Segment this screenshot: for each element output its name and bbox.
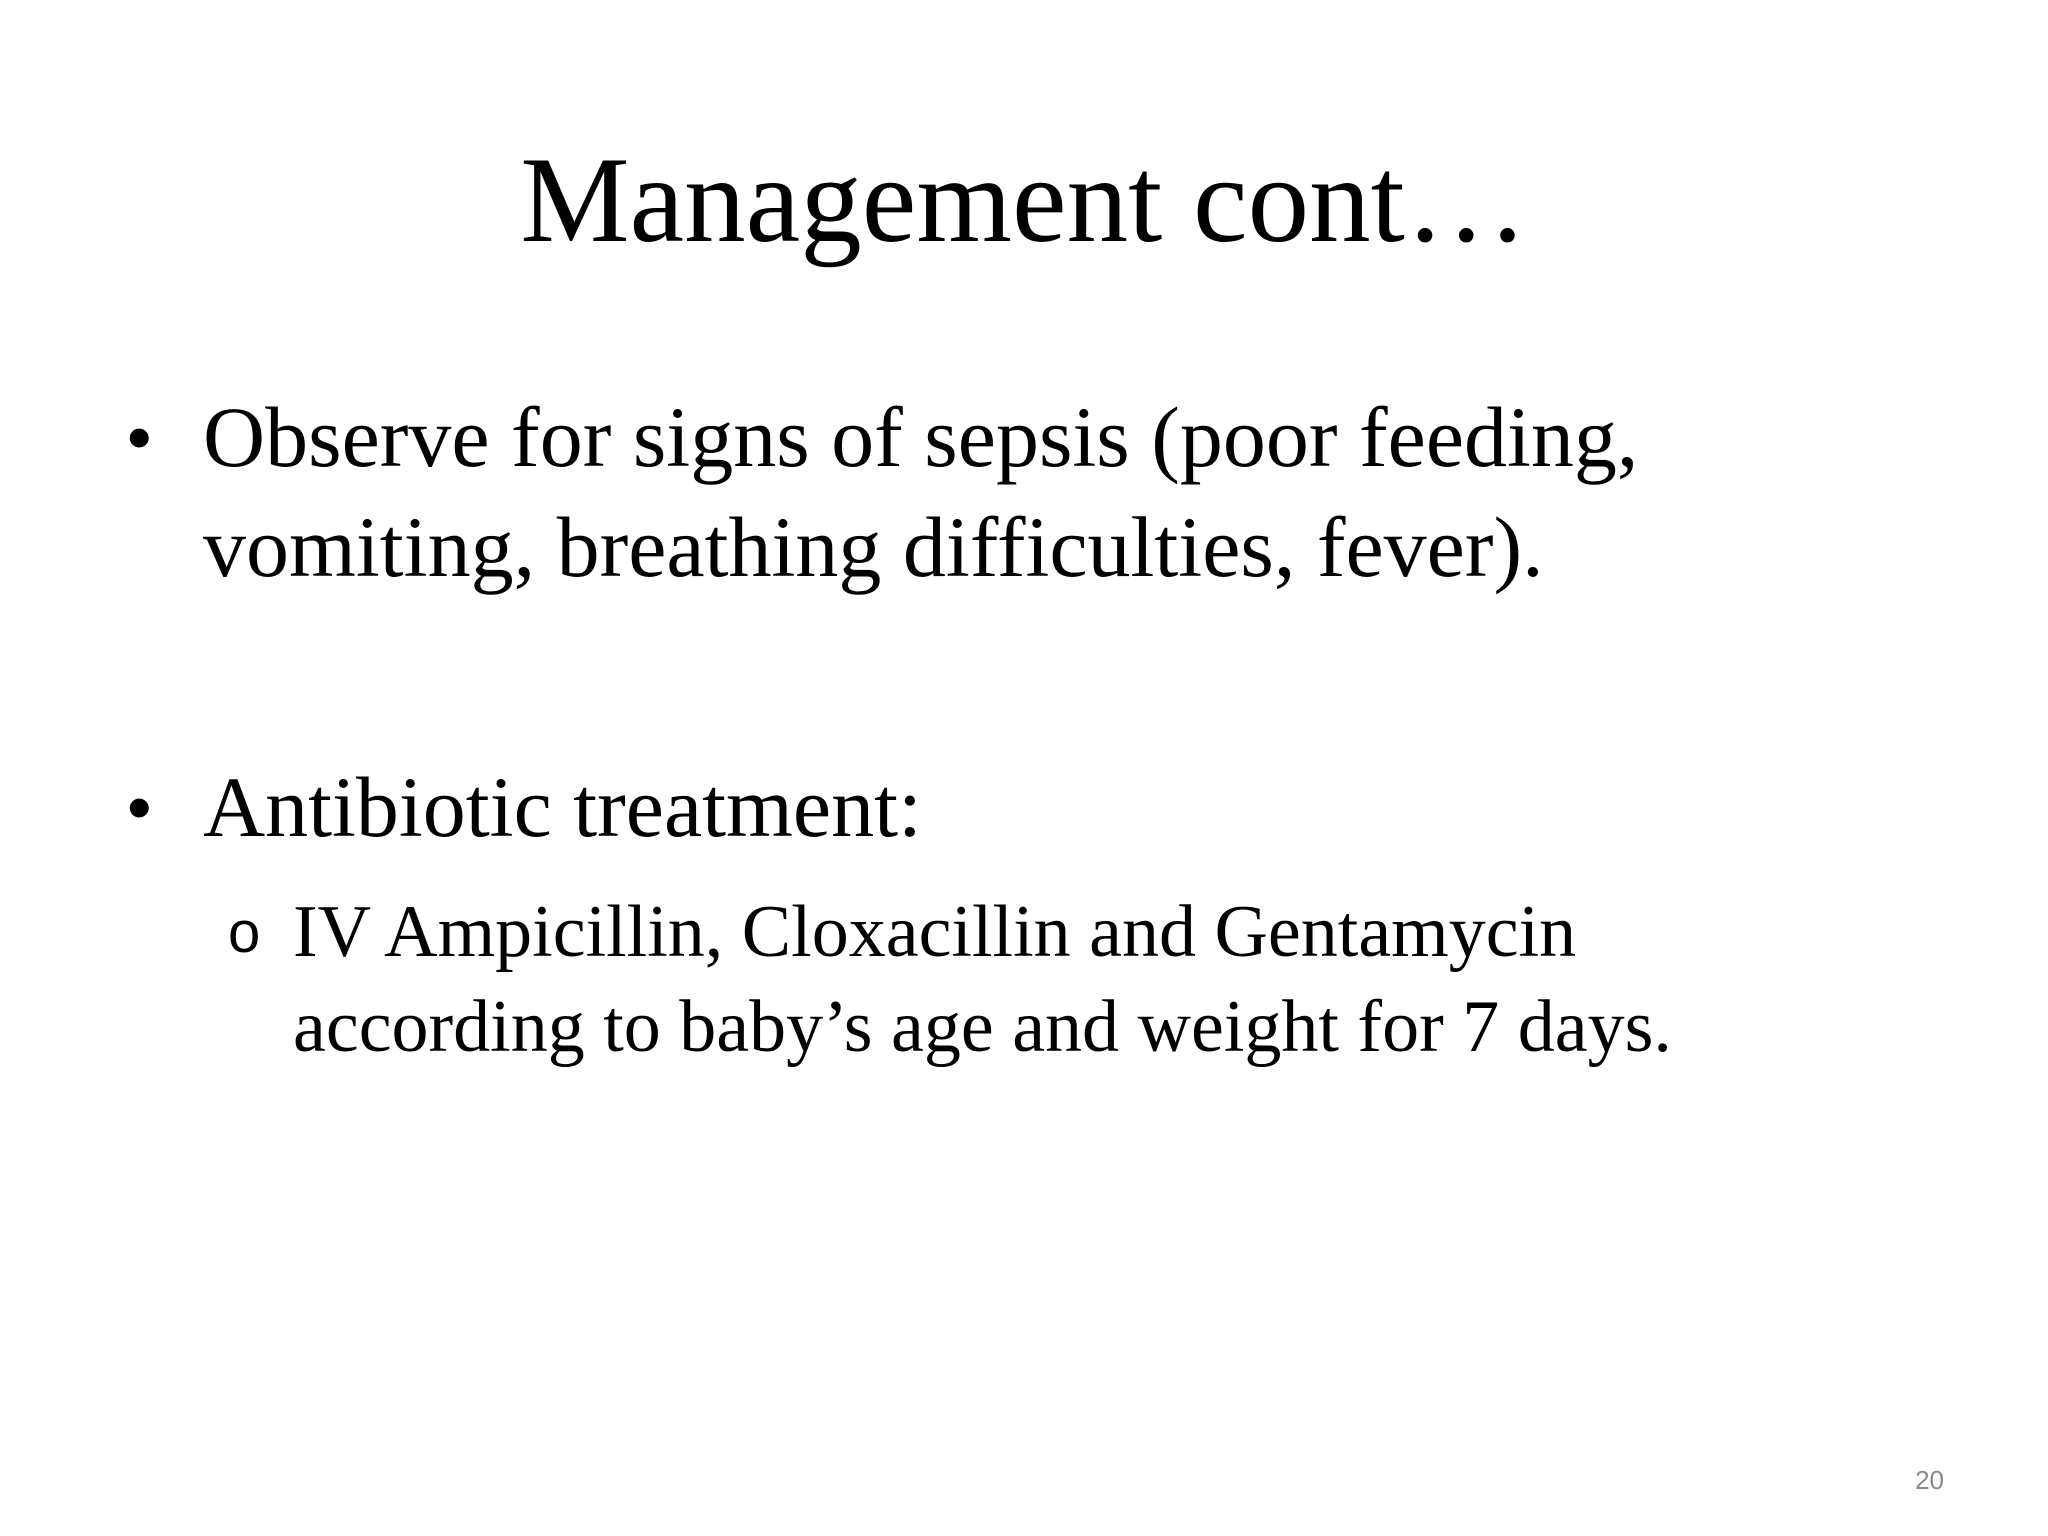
bullet-text [203,752,1983,862]
bullet-observe-sepsis [0,382,2048,602]
subitem-marker: o [228,900,261,965]
subitem-text [293,885,1993,1075]
bullet-line: vomiting, breathing difficulties, fever). [203,499,1544,595]
bullet-marker: • [127,768,152,846]
bullet-antibiotic-treatment [0,752,2048,862]
subitem-antibiotics-list [0,885,2048,1075]
subitem-line: IV Ampicillin, Cloxacillin and Gentamycin [293,891,1577,973]
page-number: 20 [1915,1465,1944,1495]
slide-title: Management cont… [520,131,1528,268]
bullet-marker: • [127,398,152,476]
bullet-line: Observe for signs of sepsis (poor feeding, [203,389,1639,485]
bullet-text [203,382,1983,602]
bullet-line: Antibiotic treatment: [203,759,922,855]
subitem-line: according to baby’s age and weight for 7 days. [293,986,1672,1068]
